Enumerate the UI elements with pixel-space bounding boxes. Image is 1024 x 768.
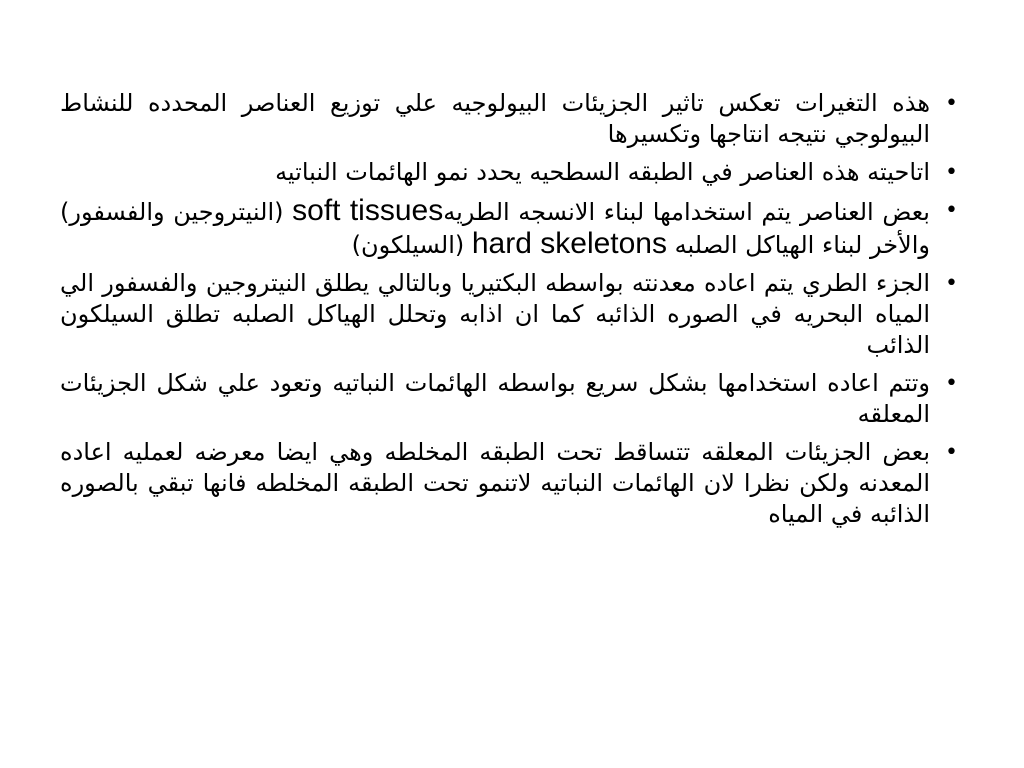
- bullet-item: [60, 88, 930, 150]
- bullet-list: [60, 88, 958, 537]
- bullet-text: بعض الجزيئات المعلقه تتساقط تحت الطبقه المخلطه وهي ايضا معرضه لعمليه اعاده المعدنه ولكن نظرا لان الهائمات النباتيه لاتنمو تحت الطبقه المخلطه فانها تبقي بالصوره الذائبه في المياه: [60, 438, 930, 528]
- bullet-text: وتتم اعاده استخدامها بشكل سريع بواسطه الهائمات النباتيه وتعود علي شكل الجزيئات المعلقه: [60, 369, 930, 428]
- bullet-text: اتاحيته هذه العناصر في الطبقه السطحيه يحدد نمو الهائمات النباتيه: [275, 158, 930, 186]
- bullet-item: [60, 268, 930, 361]
- bullet-item: [60, 437, 930, 530]
- bullet-text: (السيلكون): [351, 231, 465, 259]
- bullet-text: (النيتروجين والفسفور) والأخر لبناء الهياكل الصلبه: [60, 198, 930, 259]
- bullet-text: الجزء الطري يتم اعاده معدنته بواسطه البكتيريا وبالتالي يطلق النيتروجين والفسفور الي المياه البحريه في الصوره الذائبه كما ان اذابه وتحلل الهياكل الصلبه تطلق السيلكون الذائب: [60, 269, 930, 359]
- bullet-item: [60, 368, 930, 430]
- english-term-soft-tissues: soft tissues: [292, 194, 444, 227]
- bullet-text: هذه التغيرات تعكس تاثير الجزيئات البيولوجيه علي توزيع العناصر المحدده للنشاط البيولوجي نتيجه انتاجها وتكسيرها: [60, 89, 930, 148]
- bullet-item: [60, 157, 930, 188]
- english-term-hard-skeletons: hard skeletons: [471, 227, 667, 260]
- bullet-text: بعض العناصر يتم استخدامها لبناء الانسجه الطريه: [443, 198, 930, 226]
- bullet-item: [60, 195, 930, 261]
